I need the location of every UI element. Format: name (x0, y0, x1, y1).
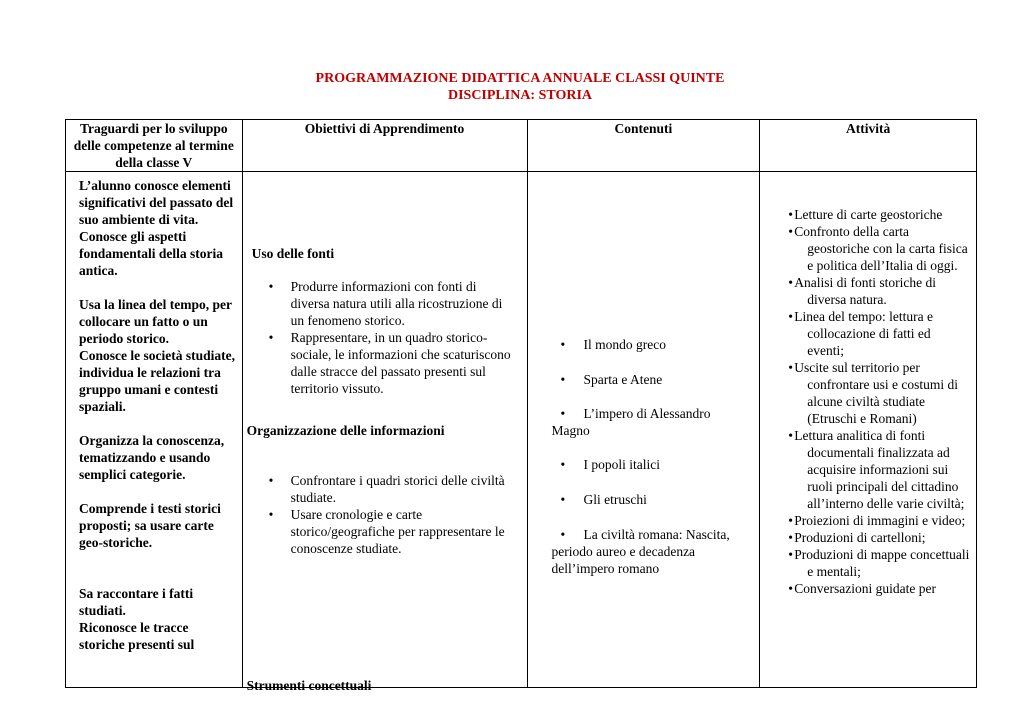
section-title-uso-fonti: Uso delle fonti (251, 246, 335, 261)
list-item: • Proiezioni di immagini e video; (788, 512, 970, 529)
traguardo-text: Conosce le società studiate, individua le relazioni tra gruppo umani e contesti spaziali. (79, 348, 235, 414)
attivita-list (760, 206, 976, 597)
traguardo-text: L’alunno conosce elementi significativi del passato del suo ambiente di vita. Conosce gli aspetti fondamentali della storia antica. (79, 178, 234, 278)
list-item: • Gli etruschi (560, 492, 647, 507)
list-item: • Rappresentare, in un quadro storico-sociale, le informazioni che scaturiscono dalle stracce del passato presenti sul territorio vissuto. (267, 329, 519, 397)
list-item: • Produzioni di cartelloni; (788, 529, 970, 546)
uso-fonti-list (267, 278, 519, 397)
programming-table (65, 119, 977, 693)
list-item: • L’impero di Alessandro Magno (551, 406, 711, 438)
header-contenuti: Contenuti (527, 120, 760, 172)
list-item: • La civiltà romana: Nascita, periodo aureo e decadenza dell’impero romano (551, 527, 730, 576)
section-title-organizzazione: Organizzazione delle informazioni (246, 423, 445, 438)
traguardo-text: Riconosce le tracce storiche presenti sul (79, 620, 195, 652)
list-item: • Lettura analitica di fonti documentali finalizzata ad acquisire informazioni sui ruoli principali del cittadino all’interno delle varie civiltà; (788, 427, 970, 512)
header-traguardi: Traguardi per lo sviluppo delle competenze al termine della classe V (66, 120, 243, 172)
list-item: • Confronto della carta geostoriche con la carta fisica e politica dell’Italia di oggi. (788, 223, 970, 274)
table-header-row (66, 120, 977, 172)
list-item: • Produrre informazioni con fonti di diversa natura utili alla ricostruzione di un fenomeno storico. (267, 278, 519, 329)
list-item: • Uscite sul territorio per confrontare usi e costumi di alcune civiltà studiate (Etruschi e Romani) (788, 359, 970, 427)
traguardo-text: Comprende i testi storici proposti; sa usare carte geo-storiche. (79, 501, 221, 550)
organizzazione-list (267, 472, 519, 557)
list-item: • Produzioni di mappe concettuali e mentali; (788, 546, 970, 580)
list-item: • Analisi di fonti storiche di diversa natura. (788, 274, 970, 308)
list-item: • Conversazioni guidate per (788, 580, 970, 597)
list-item: • Usare cronologie e carte storico/geografiche per rappresentare le conoscenze studiate. (267, 506, 519, 557)
list-item: • Linea del tempo: lettura e collocazione di fatti ed eventi; (788, 308, 970, 359)
table-row (66, 172, 977, 688)
traguardo-text: Sa raccontare i fatti studiati. (79, 586, 194, 618)
contenuti-cell (527, 172, 760, 688)
list-item: • Letture di carte geostoriche (788, 206, 970, 223)
document-title: PROGRAMMAZIONE DIDATTICA ANNUALE CLASSI QUINTE (315, 71, 725, 86)
traguardi-cell (66, 172, 243, 688)
list-item: • Sparta e Atene (560, 372, 663, 387)
header-obiettivi: Obiettivi di Apprendimento (242, 120, 527, 172)
obiettivi-cell (242, 172, 527, 693)
section-title-strumenti: Strumenti concettuali (246, 678, 372, 693)
traguardo-text: Organizza la conoscenza, tematizzando e usando semplici categorie. (79, 433, 225, 482)
attivita-cell (760, 172, 977, 688)
document-subtitle: DISCIPLINA: STORIA (447, 88, 593, 103)
list-item: • I popoli italici (560, 457, 661, 472)
list-item: • Confrontare i quadri storici delle civiltà studiate. (267, 472, 519, 506)
header-attivita: Attività (760, 120, 977, 172)
traguardo-text: Usa la linea del tempo, per collocare un fatto o un periodo storico. (79, 297, 232, 346)
list-item: • Il mondo greco (560, 337, 666, 352)
